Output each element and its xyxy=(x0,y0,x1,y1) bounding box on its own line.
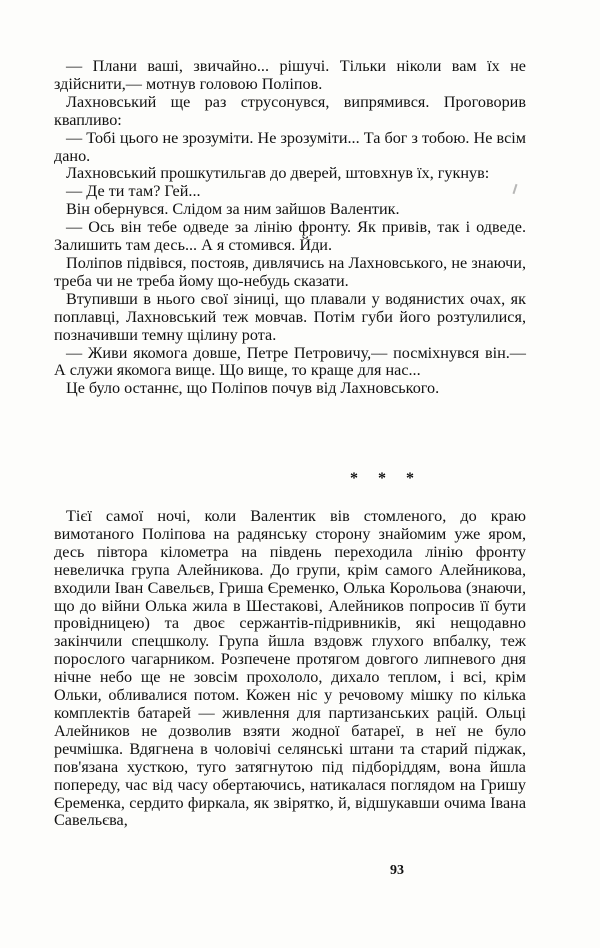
dialogue-section xyxy=(54,58,526,398)
paragraph: Тієї самої ночі, коли Валентик вів стомленого, до краю вимотаного Поліпова на радянську сторону знайомим уже яром, десь півтора кілометра на південь переходила лінію фронту невеличка група Алейникова. До групи, крім самого Алейникова, входили Іван Савельєв, Гриша Єременко, Олька Корольова (знаючи, що до війни Олька жила в Шестакові, Алейников попросив її бути провідницею) та двоє сержантів-підривників, які нещодавно закінчили спецшколу. Група йшла вздовж глухого впбалку, теж порослого чагарником. Розпечене протягом довгого липневого дня нічне небо ще не зовсім прохололо, дихало теплом, і всі, крім Ольки, обливалися потом. Кожен ніс у речовому мішку по кілька комплектів батарей — живлення для партизанських рацій. Ольці Алейников не дозволив взяти жодної батареї, в неї не було речмішка. Вдягнена в чоловічі селянські штани та старий піджак, пов'язана хусткою, туго затягнутою під підборіддям, вона йшла попереду, час від часу обертаючись, натикалася поглядом на Гришу Єременка, сердито фиркала, як звірятко, й, відшукавши очима Івана Савельєва, xyxy=(54,507,526,830)
page-number: 93 xyxy=(390,863,404,878)
paragraph: — Тобі цього не зрозуміти. Не зрозуміти... Та бог з тобою. Не всім дано. xyxy=(54,128,526,165)
paragraph: Він обернувся. Слідом за ним зайшов Валентик. xyxy=(66,200,400,219)
paragraph: Лахновський прошкутильгав до дверей, штовхнув їх, гукнув: xyxy=(66,164,490,183)
paragraph: Поліпов підвівся, постояв, дивлячись на Лахновського, не знаючи, треба чи не треба йому що-небудь сказати. xyxy=(54,253,526,290)
paragraph: Втупивши в нього свої зіниці, що плавали у водянистих очах, як поплавці, Лахновський теж мовчав. Потім губи його розтулилися, позначивши темну щілину рота. xyxy=(54,289,526,344)
paragraph: Лахновський ще раз струсонувся, випрямився. Проговорив квапливо: xyxy=(54,92,526,129)
paragraph: — Плани ваші, звичайно... рішучі. Тільки ніколи вам їх не здійснити,— мотнув головою Поліпов. xyxy=(54,57,526,93)
section-separator: * * * xyxy=(350,470,422,487)
paragraph: Це було останнє, що Поліпов почув від Лахновського. xyxy=(66,379,440,398)
paragraph: — Живи якомога довше, Петре Петровичу,— посміхнувся він.— А служи якомога вище. Що вище, то краще для нас... xyxy=(54,343,526,380)
narrative-section xyxy=(54,508,526,830)
paragraph: — Де ти там? Гей... xyxy=(66,182,201,201)
paragraph: — Ось він тебе одведе за лінію фронту. Як привів, так і одведе. Залишить там десь... А я стомився. Йди. xyxy=(54,218,526,255)
